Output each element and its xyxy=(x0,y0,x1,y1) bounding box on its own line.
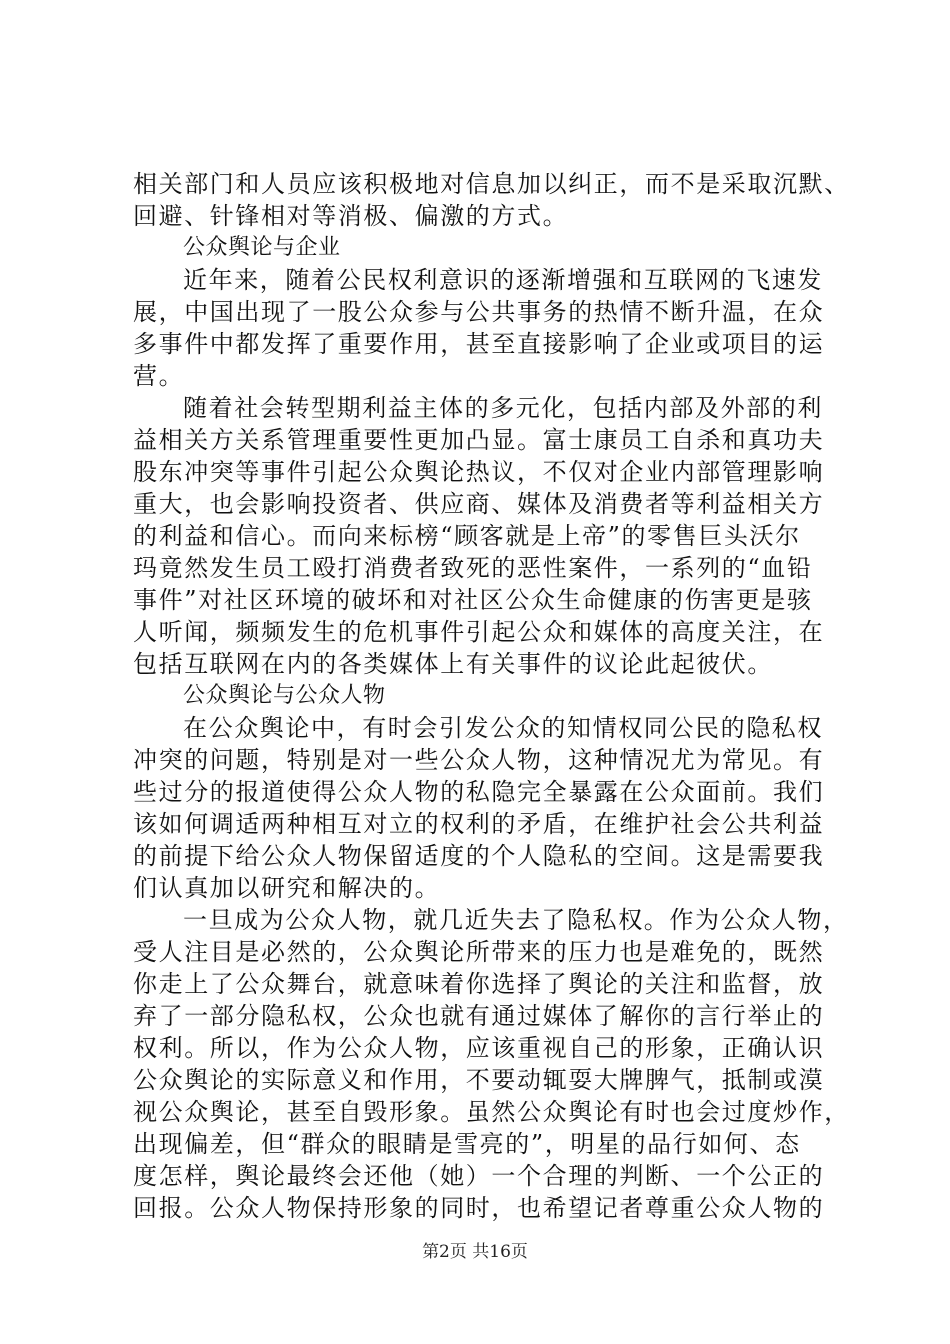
text-line: 权利。所以，作为公众人物，应该重视自己的形象，正确认识 xyxy=(133,1034,825,1062)
section-heading-enterprise: 公众舆论与企业 xyxy=(183,235,341,260)
text-line: 随着社会转型期利益主体的多元化，包括内部及外部的利 xyxy=(183,394,823,422)
text-line: 一旦成为公众人物，就几近失去了隐私权。作为公众人物， xyxy=(183,906,849,934)
text-line: 度怎样，舆论最终会还他（她）一个合理的判断、一个公正的 xyxy=(133,1162,825,1190)
text-line: 营。 xyxy=(133,362,185,390)
text-line: 相关部门和人员应该积极地对信息加以纠正，而不是采取沉默、 xyxy=(133,170,850,198)
text-line: 的前提下给公众人物保留适度的个人隐私的空间。这是需要我 xyxy=(133,842,825,870)
text-line: 包括互联网在内的各类媒体上有关事件的议论此起彼伏。 xyxy=(133,650,773,678)
text-line: 些过分的报道使得公众人物的私隐完全暴露在公众面前。我们 xyxy=(133,778,825,806)
text-line: 在公众舆论中，有时会引发公众的知情权同公民的隐私权 xyxy=(183,714,823,742)
text-line: 该如何调适两种相互对立的权利的矛盾，在维护社会公共利益 xyxy=(133,810,825,838)
text-line: 弃了一部分隐私权，公众也就有通过媒体了解你的言行举止的 xyxy=(133,1002,825,1030)
text-line: 近年来，随着公民权利意识的逐渐增强和互联网的飞速发 xyxy=(183,266,823,294)
text-line: 回报。公众人物保持形象的同时，也希望记者尊重公众人物的 xyxy=(133,1194,825,1222)
text-line: 你走上了公众舞台，就意味着你选择了舆论的关注和监督，放 xyxy=(133,970,825,998)
text-line: 回避、针锋相对等消极、偏激的方式。 xyxy=(133,202,569,230)
text-line: 玛竟然发生员工殴打消费者致死的恶性案件，一系列的“血铅 xyxy=(133,554,813,582)
text-line: 人听闻，频频发生的危机事件引起公众和媒体的高度关注，在 xyxy=(133,618,825,646)
text-line: 展，中国出现了一股公众参与公共事务的热情不断升温，在众 xyxy=(133,298,825,326)
text-line: 重大，也会影响投资者、供应商、媒体及消费者等利益相关方 xyxy=(133,490,825,518)
document-body xyxy=(133,168,850,1224)
text-line: 事件”对社区环境的破坏和对社区公众生命健康的伤害更是骇 xyxy=(133,586,813,614)
text-line: 益相关方关系管理重要性更加凸显。富士康员工自杀和真功夫 xyxy=(133,426,825,454)
text-line: 冲突的问题，特别是对一些公众人物，这种情况尤为常见。有 xyxy=(133,746,825,774)
text-line: 的利益和信心。而向来标榜“顾客就是上帝”的零售巨头沃尔 xyxy=(133,522,801,550)
text-line: 们认真加以研究和解决的。 xyxy=(133,874,441,902)
text-line: 视公众舆论，甚至自毁形象。虽然公众舆论有时也会过度炒作， xyxy=(133,1098,850,1126)
text-line: 股东冲突等事件引起公众舆论热议，不仅对企业内部管理影响 xyxy=(133,458,825,486)
text-line: 公众舆论的实际意义和作用，不要动辄耍大牌脾气，抵制或漠 xyxy=(133,1066,825,1094)
text-line: 出现偏差，但“群众的眼睛是雪亮的”，明星的品行如何、态 xyxy=(133,1130,801,1158)
text-line: 多事件中都发挥了重要作用，甚至直接影响了企业或项目的运 xyxy=(133,330,825,358)
page-number-footer: 第2页 共16页 xyxy=(422,1242,528,1262)
section-heading-public-figures: 公众舆论与公众人物 xyxy=(183,683,386,708)
text-line: 受人注目是必然的，公众舆论所带来的压力也是难免的，既然 xyxy=(133,938,825,966)
